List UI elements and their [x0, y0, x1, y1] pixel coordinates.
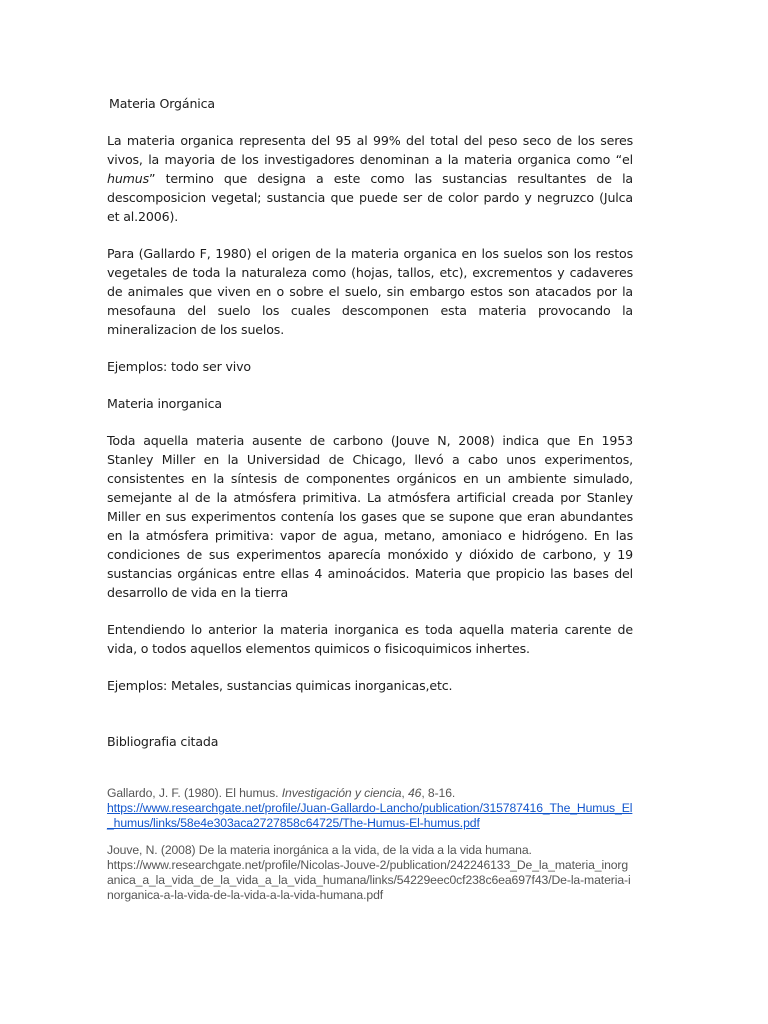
reference-gallardo-authors: Gallardo, J. F. (1980). El humus. [107, 786, 282, 800]
humus-italic-word: humus [107, 171, 150, 186]
paragraph-gallardo-origin: Para (Gallardo F, 1980) el origen de la materia organica en los suelos son los restos vegetales de toda la naturaleza como (hojas, tallos, etc), excrementos y cadaveres de animales que viven en o sobre el suelo, sin embargo estos son atacados por la mesofauna del suelo los cuales descomponen esta materia provocando la mineralizacion de los suelos. [107, 246, 633, 337]
paragraph-organic-matter [107, 131, 633, 226]
reference-gallardo-link[interactable]: https://www.researchgate.net/profile/Juan-Gallardo-Lancho/publication/315787416_The_Humus_El_humus/links/58e4e303aca2727858c64725/The-Humus-El-humus.pdf [107, 801, 633, 830]
subtitle-inorganic-matter: Materia inorganica [107, 396, 222, 411]
reference-gallardo-journal: Investigación y ciencia [281, 786, 402, 800]
reference-gallardo-volume: 46 [407, 786, 422, 800]
reference-jouve-text: Jouve, N. (2008) De la materia inorgánica a la vida, de la vida a la vida humana. [107, 843, 532, 857]
examples-metals: Ejemplos: Metales, sustancias quimicas inorganicas,etc. [107, 678, 453, 693]
paragraph-inorganic-definition: Entendiendo lo anterior la materia inorganica es toda aquella materia carente de vida, o todos aquellos elementos quimicos o fisicoquimicos inhertes. [107, 622, 633, 656]
reference-jouve-url: https://www.researchgate.net/profile/Nicolas-Jouve-2/publication/242246133_De_la_materia_inorganica_a_la_vida_de_la_vida_a_la_vida_humana/links/54229eec0cf238c6ea697f43/De-la-materia-inorganica-a-la-vida-de-la-vida-a-la-vida-humana.pdf [107, 858, 631, 902]
reference-gallardo-sep: , [401, 786, 408, 800]
bibliography-heading: Bibliografia citada [107, 734, 219, 749]
paragraph-miller-experiment: Toda aquella materia ausente de carbono (Jouve N, 2008) indica que En 1953 Stanley Miller en la Universidad de Chicago, llevó a cabo unos experimentos, consistentes en la síntesis de componentes orgánicos en un ambiente simulado, semejante al de la atmósfera primitiva. La atmósfera artificial creada por Stanley Miller en sus experimentos contenía los gases que se supone que eran abundantes en la atmósfera primitiva: vapor de agua, metano, amoniaco e hidrógeno. En las condiciones de sus experimentos aparecía monóxido y dióxido de carbono, y 19 sustancias orgánicas entre ellas 4 aminoácidos. Materia que propicio las bases del desarrollo de vida en la tierra [107, 433, 633, 600]
examples-living-beings: Ejemplos: todo ser vivo [107, 359, 251, 374]
document-title: Materia Orgánica [109, 96, 215, 111]
reference-gallardo-pages: , 8-16. [421, 786, 456, 800]
paragraph-organic-matter-text-1: La materia organica representa del 95 al 99% del total del peso seco de los seres vivos, la mayoria de los investigadores denominan a la materia organica como “el [107, 133, 633, 167]
document-page [107, 94, 633, 903]
reference-jouve [107, 843, 633, 903]
reference-gallardo [107, 786, 633, 831]
paragraph-organic-matter-text-2: ” termino que designa a este como las sustancias resultantes de la descomposicion vegetal; sustancia que puede ser de color pardo y negruzco (Julca et al.2006). [107, 171, 633, 224]
